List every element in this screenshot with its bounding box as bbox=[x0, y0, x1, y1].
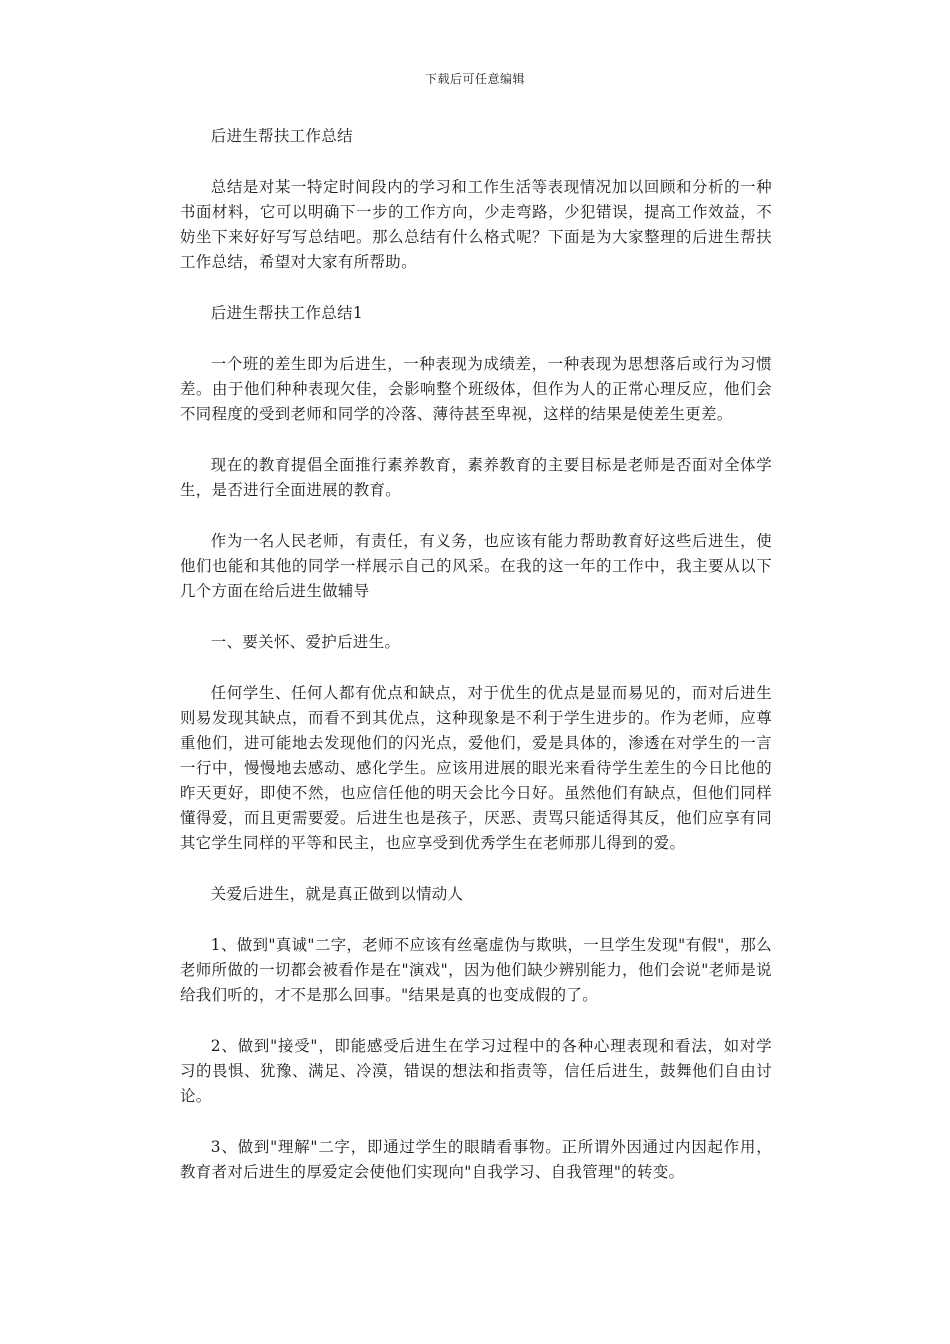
document-title: 后进生帮扶工作总结 bbox=[210, 127, 353, 145]
list-item-2: 2、做到"接受"，即能感受后进生在学习过程中的各种心理表现和看法，如对学习的畏惧、犹豫、满足、冷漠，错误的想法和指责等，信任后进生，鼓舞他们自由讨论。 bbox=[180, 1037, 772, 1105]
list-item-3: 3、做到"理解"二字，即通过学生的眼睛看事物。正所谓外因通过内因起作用，教育者对后进生的厚爱定会使他们实现向"自我学习、自我管理"的转变。 bbox=[180, 1138, 772, 1181]
list-item-1: 1、做到"真诚"二字，老师不应该有丝毫虚伪与欺哄，一旦学生发现"有假"，那么老师所做的一切都会被看作是在"演戏"，因为他们缺少辨别能力，他们会说"老师是说给我们听的，才不是那么回事。"结果是真的也变成假的了。 bbox=[180, 936, 772, 1004]
point-1-title: 一、要关怀、爱护后进生。 bbox=[210, 633, 401, 651]
paragraph-4: 任何学生、任何人都有优点和缺点，对于优生的优点是显而易见的，而对后进生则易发现其缺点，而看不到其优点，这种现象是不利于学生进步的。作为老师，应尊重他们，进可能地去发现他们的闪光点，爱他们，爱是具体的，渗透在对学生的一言一行中，慢慢地去感动、感化学生。应该用进展的眼光来看待学生差生的今日比他的昨天更好，即使不然，也应信任他的明天会比今日好。虽然他们有缺点，但他们同样懂得爱，而且更需要爱。后进生也是孩子，厌恶、责骂只能适得其反，他们应享有同其它学生同样的平等和民主，也应享受到优秀学生在老师那儿得到的爱。 bbox=[180, 684, 772, 852]
section-1-title: 后进生帮扶工作总结1 bbox=[210, 304, 364, 322]
paragraph-5: 关爱后进生，就是真正做到以情动人 bbox=[210, 885, 464, 903]
paragraph-2: 现在的教育提倡全面推行素养教育，素养教育的主要目标是老师是否面对全体学生，是否进行全面进展的教育。 bbox=[180, 456, 772, 499]
header-note: 下载后可任意编辑 bbox=[424, 72, 525, 86]
intro-paragraph: 总结是对某一特定时间段内的学习和工作生活等表现情况加以回顾和分析的一种书面材料，它可以明确下一步的工作方向，少走弯路，少犯错误，提高工作效益，不妨坐下来好好写写总结吧。那么总结有什么格式呢？下面是为大家整理的后进生帮扶工作总结，希望对大家有所帮助。 bbox=[180, 178, 772, 271]
paragraph-3: 作为一名人民老师，有责任，有义务，也应该有能力帮助教育好这些后进生，使他们也能和其他的同学一样展示自己的风采。在我的这一年的工作中，我主要从以下几个方面在给后进生做辅导 bbox=[180, 532, 772, 600]
document-body bbox=[180, 124, 772, 1211]
paragraph-1: 一个班的差生即为后进生，一种表现为成绩差，一种表现为思想落后或行为习惯差。由于他们种种表现欠佳，会影响整个班级体，但作为人的正常心理反应，他们会不同程度的受到老师和同学的冷落、薄待甚至卑视，这样的结果是使差生更差。 bbox=[180, 355, 772, 423]
